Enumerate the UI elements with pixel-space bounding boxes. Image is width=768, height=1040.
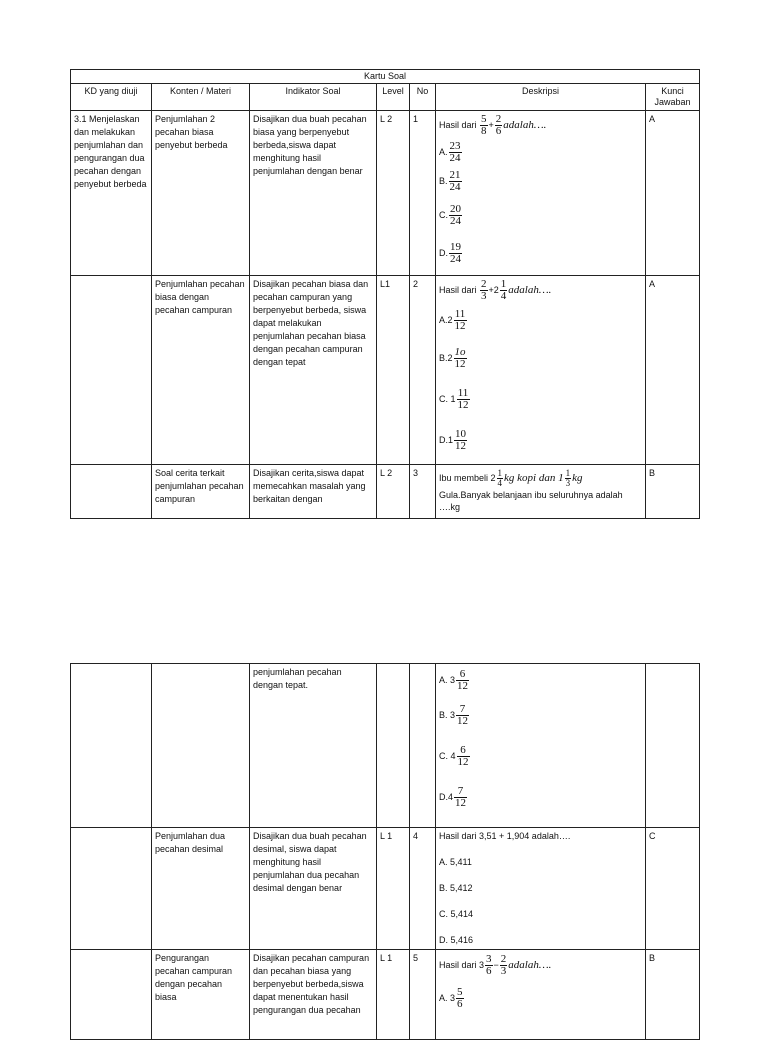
- option-d: D.1 $\frac{10}{12}$: [439, 427, 467, 452]
- header-level: Level: [377, 84, 410, 111]
- option-c: C. 5,414: [439, 909, 474, 919]
- header-indikator: Indikator Soal: [250, 84, 377, 111]
- indikator-cell: Disajikan pecahan campuran dan pecahan biasa yang berpenyebut berbeda,siswa dapat menentukan hasil pengurangan dua pecahan: [250, 950, 377, 1040]
- header-kd: KD yang diuji: [71, 84, 152, 111]
- table-row: [71, 111, 700, 276]
- question: Hasil dari 3 $\frac{3}{6}$ − $\frac{2}{3}$ adalah….: [439, 952, 552, 977]
- option-a: A. 5,411: [439, 857, 472, 867]
- indikator-cell: Disajikan dua buah pecahan desimal, siswa dapat menghitung hasil penjumlahan dua pecahan desimal dengan benar: [250, 828, 377, 950]
- question: Hasil dari 3,51 + 1,904 adalah….: [439, 831, 571, 841]
- level-cell: L 2: [377, 465, 410, 519]
- no-cell: 2: [410, 276, 436, 465]
- no-cell: [410, 664, 436, 828]
- option-d: D. $\frac{19}{24}$: [439, 240, 461, 265]
- no-cell: 5: [410, 950, 436, 1040]
- no-cell: 3: [410, 465, 436, 519]
- deskripsi-cell: [436, 111, 646, 276]
- option-a: A.2 $\frac{11}{12}$: [439, 307, 466, 332]
- option-c: C. 1 $\frac{11}{12}$: [439, 386, 469, 411]
- option-a: A. 3 $\frac{6}{12}$: [439, 667, 469, 692]
- no-cell: 4: [410, 828, 436, 950]
- question: Hasil dari $\frac{2}{3}$ +2 $\frac{1}{4}$ adalah….: [439, 277, 552, 302]
- deskripsi-cell: [436, 276, 646, 465]
- konten-cell: Penjumlahan pecahan biasa dengan pecahan campuran: [152, 276, 250, 465]
- kunci-cell: B: [646, 950, 700, 1040]
- kunci-cell: A: [646, 111, 700, 276]
- table-title: Kartu Soal: [71, 70, 700, 84]
- kd-cell: 3.1 Menjelaskan dan melakukan penjumlahan dan pengurangan dua pecahan dengan penyebut berbeda: [71, 111, 152, 276]
- header-deskripsi: Deskripsi: [436, 84, 646, 111]
- kunci-cell: C: [646, 828, 700, 950]
- kunci-cell: A: [646, 276, 700, 465]
- level-cell: L 1: [377, 950, 410, 1040]
- table-row: [71, 276, 700, 465]
- indikator-cell: Disajikan pecahan biasa dan pecahan campuran yang berpenyebut berbeda, siswa dapat melakukan penjumlahan pecahan biasa dengan pecahan campuran dengan tepat: [250, 276, 377, 465]
- question-text: Gula.Banyak belanjaan ibu seluruhnya adalah ….kg: [439, 490, 623, 512]
- option-b: B. 5,412: [439, 883, 473, 893]
- deskripsi-cell: [436, 465, 646, 519]
- option-c: C. $\frac{20}{24}$: [439, 202, 461, 227]
- konten-cell: [152, 664, 250, 828]
- option-a: A. 3 $\frac{5}{6}$: [439, 985, 463, 1010]
- option-d: D. 5,416: [439, 935, 474, 945]
- kd-cell: [71, 828, 152, 950]
- indikator-cell: Disajikan cerita,siswa dapat memecahkan masalah yang berkaitan dengan: [250, 465, 377, 519]
- table-row: [71, 465, 700, 519]
- option-b: B.2 $\frac{1o}{12}$: [439, 345, 466, 370]
- kd-cell: [71, 664, 152, 828]
- level-cell: L 2: [377, 111, 410, 276]
- header-no: No: [410, 84, 436, 111]
- level-cell: [377, 664, 410, 828]
- option-d: D.4 $\frac{7}{12}$: [439, 784, 467, 809]
- konten-cell: Penjumlahan dua pecahan desimal: [152, 828, 250, 950]
- deskripsi-cell: [436, 828, 646, 950]
- question: Hasil dari $\frac{5}{8}$ + $\frac{2}{6}$ adalah….: [439, 112, 547, 137]
- table-row: [71, 828, 700, 950]
- kunci-cell: B: [646, 465, 700, 519]
- fraction: $\frac{5}{8}$: [481, 112, 487, 137]
- indikator-cell: Disajikan dua buah pecahan biasa yang berpenyebut berbeda,siswa dapat menghitung hasil penjumlahan dengan benar: [250, 111, 377, 276]
- indikator-cell: penjumlahan pecahan dengan tepat.: [250, 664, 377, 828]
- deskripsi-cell: [436, 950, 646, 1040]
- deskripsi-cell: [436, 664, 646, 828]
- header-kunci: Kunci Jawaban: [646, 84, 700, 111]
- question: Ibu membeli 2 $\frac{1}{4}$ kg kopi dan 1 $\frac{1}{3}$ kg: [439, 467, 583, 488]
- kd-cell: [71, 465, 152, 519]
- fraction: $\frac{2}{6}$: [495, 112, 502, 137]
- konten-cell: Penjumlahan 2 pecahan biasa penyebut berbeda: [152, 111, 250, 276]
- kartu-soal-table: [70, 69, 700, 519]
- table-row: [71, 950, 700, 1040]
- option-b: B. 3 $\frac{7}{12}$: [439, 702, 469, 727]
- header-konten: Konten / Materi: [152, 84, 250, 111]
- option-c: C. 4 $\frac{6}{12}$: [439, 743, 469, 768]
- konten-cell: Pengurangan pecahan campuran dengan pecahan biasa: [152, 950, 250, 1040]
- level-cell: L 1: [377, 828, 410, 950]
- level-cell: L1: [377, 276, 410, 465]
- konten-cell: Soal cerita terkait penjumlahan pecahan campuran: [152, 465, 250, 519]
- option-b: B. $\frac{21}{24}$: [439, 168, 461, 193]
- no-cell: 1: [410, 111, 436, 276]
- table-row: [71, 664, 700, 828]
- kd-cell: [71, 276, 152, 465]
- kunci-cell: [646, 664, 700, 828]
- option-a: A. $\frac{23}{24}$: [439, 139, 461, 164]
- kd-cell: [71, 950, 152, 1040]
- kartu-soal-table-continued: [70, 663, 700, 1040]
